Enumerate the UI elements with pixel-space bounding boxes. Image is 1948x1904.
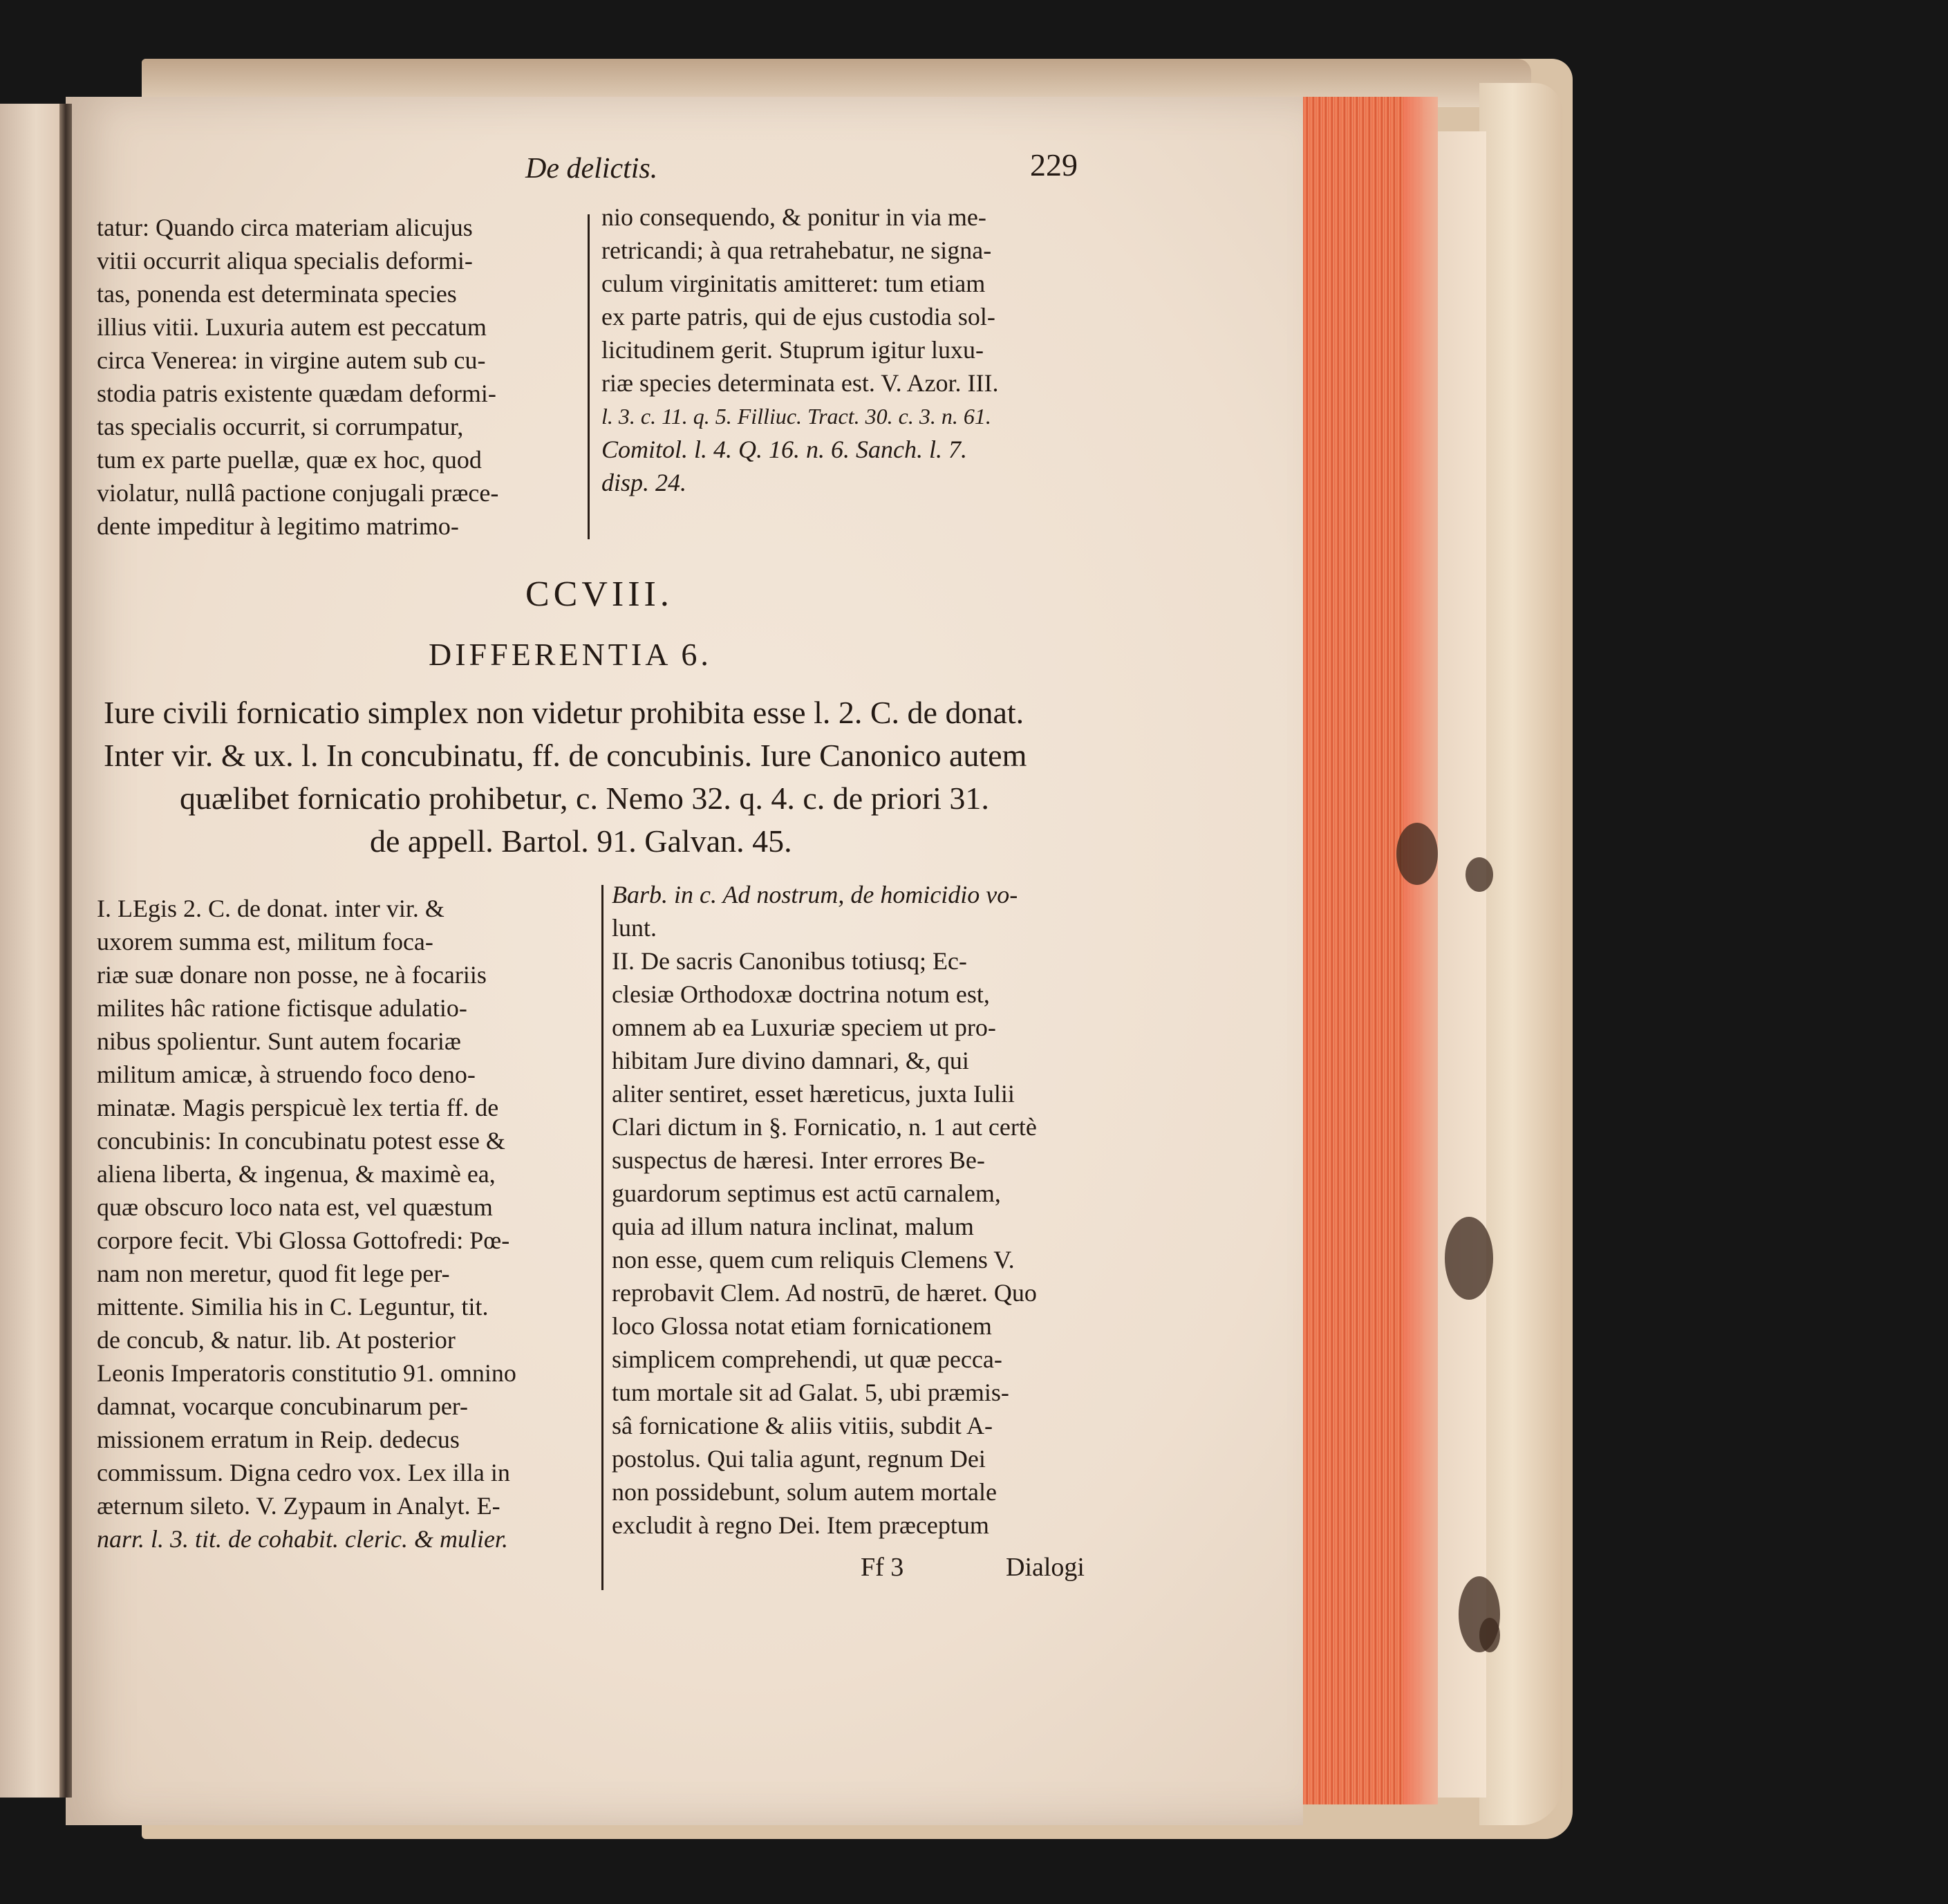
- text-line: tatur: Quando circa materiam alicujus: [97, 214, 473, 241]
- text-line: aliter sentiret, esset hæreticus, juxta Iulii: [612, 1080, 1015, 1108]
- text-line: aliena liberta, & ingenua, & maximè ea,: [97, 1160, 496, 1188]
- text-line: damnat, vocarque concubinarum per-: [97, 1392, 469, 1420]
- text-line: postolus. Qui talia agunt, regnum Dei: [612, 1445, 986, 1473]
- text-line: simplicem comprehendi, ut quæ pecca-: [612, 1345, 1002, 1373]
- text-line: ex parte patris, qui de ejus custodia sol-: [601, 303, 995, 330]
- text-line: hibitam Jure divino damnari, &, qui: [612, 1047, 969, 1074]
- text-line: non possidebunt, solum autem mortale: [612, 1478, 997, 1506]
- text-line: clesiæ Orthodoxæ doctrina notum est,: [612, 980, 990, 1008]
- stain-mark: [1396, 823, 1438, 885]
- column-rule: [601, 885, 603, 1590]
- cover-fore-edge: [1479, 83, 1562, 1825]
- text-line: l. 3. c. 11. q. 5. Filliuc. Tract. 30. c. 3. n. 61.: [601, 404, 991, 429]
- text-line: uxorem summa est, militum foca-: [97, 928, 433, 955]
- text-line: culum virginitatis amitteret: tum etiam: [601, 270, 986, 297]
- text-line: stodia patris existente quædam deformi-: [97, 380, 496, 407]
- red-page-edges: [1284, 97, 1423, 1804]
- text-line: nibus spolientur. Sunt autem focariæ: [97, 1027, 461, 1055]
- text-line: Comitol. l. 4. Q. 16. n. 6. Sanch. l. 7.: [601, 436, 967, 463]
- text-line: licitudinem gerit. Stuprum igitur luxu-: [601, 336, 984, 364]
- catchword: Dialogi: [1006, 1553, 1085, 1582]
- text-line: violatur, nullâ pactione conjugali præce-: [97, 479, 499, 507]
- text-line: lunt.: [612, 914, 657, 942]
- text-line: guardorum septimus est actū carnalem,: [612, 1179, 1001, 1207]
- book-gutter: [59, 104, 72, 1798]
- section-title: DIFFERENTIA 6.: [429, 637, 712, 672]
- text-line: dente impeditur à legitimo matrimo-: [97, 512, 459, 540]
- text-line: Barb. in c. Ad nostrum, de homicidio vo-: [612, 881, 1018, 908]
- text-line: vitii occurrit aliqua specialis deformi-: [97, 247, 473, 274]
- text-line: Leonis Imperatoris constitutio 91. omnino: [97, 1359, 516, 1387]
- text-line: II. De sacris Canonibus totiusq; Ec-: [612, 947, 967, 975]
- text-line: commissum. Digna cedro vox. Lex illa in: [97, 1459, 510, 1486]
- stain-mark: [1465, 857, 1493, 892]
- text-line: riæ suæ donare non posse, ne à focariis: [97, 961, 487, 989]
- text-line: corpore fecit. Vbi Glossa Gottofredi: Pœ-: [97, 1226, 510, 1254]
- column-rule: [588, 214, 590, 539]
- text-line: nio consequendo, & ponitur in via me-: [601, 203, 986, 231]
- text-line: tum mortale sit ad Galat. 5, ubi præmis-: [612, 1379, 1009, 1406]
- text-line: reprobavit Clem. Ad nostrū, de hæret. Quo: [612, 1279, 1037, 1307]
- text-line: omnem ab ea Luxuriæ speciem ut pro-: [612, 1014, 996, 1041]
- signature-mark: Ff 3: [861, 1553, 904, 1582]
- text-line: excludit à regno Dei. Item præceptum: [612, 1511, 989, 1539]
- text-line: tum ex parte puellæ, quæ ex hoc, quod: [97, 446, 482, 474]
- text-line: mittente. Similia his in C. Leguntur, tit.: [97, 1293, 489, 1320]
- text-line: nam non meretur, quod fit lege per-: [97, 1260, 450, 1287]
- text-line: milites hâc ratione fictisque adulatio-: [97, 994, 467, 1022]
- text-line: de concub, & natur. lib. At posterior: [97, 1326, 456, 1354]
- page-edge-fade: [1403, 97, 1438, 1804]
- text-line: suspectus de hæresi. Inter errores Be-: [612, 1146, 985, 1174]
- running-title: De delictis.: [525, 153, 658, 185]
- text-line: concubinis: In concubinatu potest esse &: [97, 1127, 505, 1155]
- summary-line: de appell. Bartol. 91. Galvan. 45.: [370, 823, 792, 859]
- text-line: militum amicæ, à struendo foco deno-: [97, 1061, 476, 1088]
- text-line: I. LEgis 2. C. de donat. inter vir. &: [97, 895, 444, 922]
- text-line: tas specialis occurrit, si corrumpatur,: [97, 413, 464, 440]
- text-line: quia ad illum natura inclinat, malum: [612, 1213, 974, 1240]
- facing-page-edge: [0, 104, 66, 1798]
- text-line: loco Glossa notat etiam fornicationem: [612, 1312, 992, 1340]
- text-line: sâ fornicatione & aliis vitiis, subdit A-: [612, 1412, 993, 1439]
- stain-mark: [1445, 1217, 1493, 1300]
- stain-mark: [1479, 1618, 1500, 1652]
- page-number: 229: [1030, 147, 1078, 183]
- text-line: circa Venerea: in virgine autem sub cu-: [97, 346, 486, 374]
- text-line: missionem erratum in Reip. dedecus: [97, 1426, 460, 1453]
- text-line: æternum sileto. V. Zypaum in Analyt. E-: [97, 1492, 500, 1520]
- section-number: CCVIII.: [525, 575, 673, 614]
- text-line: riæ species determinata est. V. Azor. III.: [601, 369, 999, 397]
- text-line: illius vitii. Luxuria autem est peccatum: [97, 313, 487, 341]
- text-line: narr. l. 3. tit. de cohabit. cleric. & mulier.: [97, 1525, 508, 1553]
- text-line: non esse, quem cum reliquis Clemens V.: [612, 1246, 1015, 1273]
- summary-line: quælibet fornicatio prohibetur, c. Nemo 32. q. 4. c. de priori 31.: [180, 781, 989, 816]
- text-line: disp. 24.: [601, 469, 687, 496]
- text-line: minatæ. Magis perspicuè lex tertia ff. de: [97, 1094, 499, 1121]
- text-line: retricandi; à qua retrahebatur, ne signa-: [601, 236, 992, 264]
- text-line: tas, ponenda est determinata species: [97, 280, 457, 308]
- text-line: Clari dictum in §. Fornicatio, n. 1 aut certè: [612, 1113, 1037, 1141]
- text-line: quæ obscuro loco nata est, vel quæstum: [97, 1193, 493, 1221]
- summary-line: Iure civili fornicatio simplex non videtur prohibita esse l. 2. C. de donat.: [104, 695, 1024, 730]
- summary-line: Inter vir. & ux. l. In concubinatu, ff. de concubinis. Iure Canonico autem: [104, 738, 1027, 773]
